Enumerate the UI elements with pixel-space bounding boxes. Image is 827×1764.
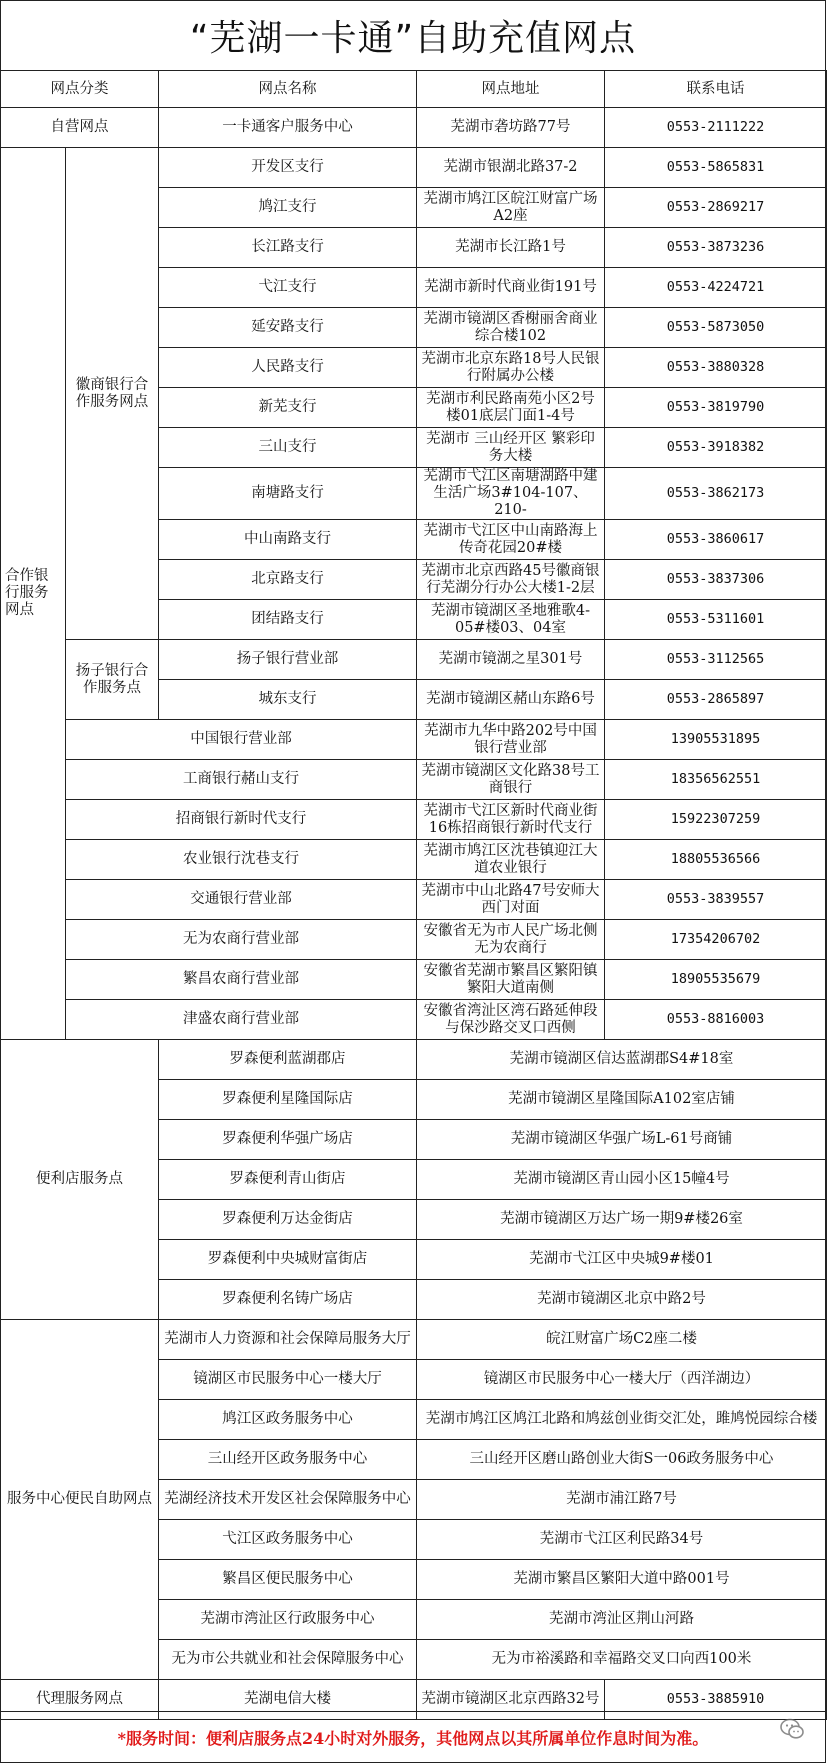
outlet-name: 交通银行营业部: [66, 880, 417, 920]
outlet-name: 开发区支行: [159, 148, 417, 188]
outlet-address: 芜湖市砻坊路77号: [417, 108, 605, 148]
table-row: [1, 800, 827, 840]
outlet-name: 人民路支行: [159, 348, 417, 388]
outlet-name: 鸠江区政务服务中心: [159, 1400, 417, 1440]
outlet-name: 芜湖市湾沚区行政服务中心: [159, 1600, 417, 1640]
table-row: [1, 760, 827, 800]
outlet-name: 一卡通客户服务中心: [159, 108, 417, 148]
outlet-phone: 0553-3918382: [605, 428, 827, 468]
outlet-name: 长江路支行: [159, 228, 417, 268]
outlet-name: 中国银行营业部: [66, 720, 417, 760]
page-title: “芜湖一卡通”自助充值网点: [0, 0, 826, 71]
category-convenience: 便利店服务点: [1, 1040, 159, 1320]
subcategory-huishang: 徽商银行合作服务网点: [66, 148, 159, 640]
outlet-phone: 0553-3112565: [605, 640, 827, 680]
outlet-phone: 0553-3837306: [605, 560, 827, 600]
header-phone: 联系电话: [605, 71, 827, 108]
outlet-address: 芜湖市镜湖区信达蓝湖郡S4#18室: [417, 1040, 827, 1080]
outlet-phone: 15922307259: [605, 800, 827, 840]
outlet-name: 南塘路支行: [159, 468, 417, 520]
outlet-address: 安徽省湾沚区湾石路延伸段与保沙路交叉口西侧: [417, 1000, 605, 1040]
outlet-address: 三山经开区磨山路创业大街S一06政务服务中心: [417, 1440, 827, 1480]
outlet-name: 农业银行沈巷支行: [66, 840, 417, 880]
table-row: [1, 640, 827, 680]
outlet-address: 芜湖市镜湖区青山园小区15幢4号: [417, 1160, 827, 1200]
outlet-name: 无为农商行营业部: [66, 920, 417, 960]
outlet-phone: 18805536566: [605, 840, 827, 880]
outlet-address: 芜湖市银湖北路37-2: [417, 148, 605, 188]
table-row: [1, 148, 827, 188]
category-service-center: 服务中心便民自助网点: [1, 1320, 159, 1680]
outlet-name: 津盛农商行营业部: [66, 1000, 417, 1040]
outlet-address: 芜湖市镜湖区圣地雅歌4-05#楼03、04室: [417, 600, 605, 640]
table-row: [1, 720, 827, 760]
table-row: [1, 1320, 827, 1360]
outlet-name: 罗森便利万达金街店: [159, 1200, 417, 1240]
outlet-name: 鸠江支行: [159, 188, 417, 228]
outlet-address: 无为市裕溪路和幸福路交叉口向西100米: [417, 1640, 827, 1680]
outlet-phone: 0553-5873050: [605, 308, 827, 348]
outlet-address: 芜湖市弋江区新时代商业街16栋招商银行新时代支行: [417, 800, 605, 840]
outlet-name: 弋江支行: [159, 268, 417, 308]
outlet-address: 芜湖市繁昌区繁阳大道中路001号: [417, 1560, 827, 1600]
outlet-address: 芜湖市镜湖区文化路38号工商银行: [417, 760, 605, 800]
outlet-phone: 0553-2869217: [605, 188, 827, 228]
outlet-phone: 17354206702: [605, 920, 827, 960]
outlet-name: 中山南路支行: [159, 520, 417, 560]
outlet-phone: 0553-5865831: [605, 148, 827, 188]
table-row: [1, 880, 827, 920]
table-row: [1, 960, 827, 1000]
outlet-address: 芜湖市镜湖区星隆国际A102室店铺: [417, 1080, 827, 1120]
wechat-icon: [779, 1716, 805, 1742]
outlet-name: 罗森便利星隆国际店: [159, 1080, 417, 1120]
table-row: [1, 840, 827, 880]
table-row: [1, 1000, 827, 1040]
outlet-phone: 0553-3819790: [605, 388, 827, 428]
outlet-address: 芜湖市北京西路45号徽商银行芜湖分行办公大楼1-2层: [417, 560, 605, 600]
outlet-address: 芜湖市镜湖区万达广场一期9#楼26室: [417, 1200, 827, 1240]
category-agent: 代理服务网点: [1, 1680, 159, 1720]
outlet-name: 镜湖区市民服务中心一楼大厅: [159, 1360, 417, 1400]
outlet-address: 芜湖市 三山经开区 繁彩印务大楼: [417, 428, 605, 468]
outlet-address: 芜湖市弋江区南塘湖路中建生活广场3#104-107、210-: [417, 468, 605, 520]
outlet-phone: 13905531895: [605, 720, 827, 760]
outlet-phone: 0553-3860617: [605, 520, 827, 560]
outlet-address: 芜湖市镜湖区北京西路32号: [417, 1680, 605, 1720]
table-row: [1, 920, 827, 960]
outlet-phone: 0553-3873236: [605, 228, 827, 268]
outlet-name: 扬子银行营业部: [159, 640, 417, 680]
outlet-phone: 0553-2111222: [605, 108, 827, 148]
outlet-address: 芜湖市镜湖区赭山东路6号: [417, 680, 605, 720]
outlet-name: 芜湖经济技术开发区社会保障服务中心: [159, 1480, 417, 1520]
outlet-name: 弋江区政务服务中心: [159, 1520, 417, 1560]
outlet-phone: 18905535679: [605, 960, 827, 1000]
outlet-phone: 18356562551: [605, 760, 827, 800]
outlet-address: 芜湖市长江路1号: [417, 228, 605, 268]
outlet-address: 芜湖市湾沚区荆山河路: [417, 1600, 827, 1640]
table-row: [1, 1040, 827, 1080]
outlet-name: 招商银行新时代支行: [66, 800, 417, 840]
outlet-phone: 0553-3880328: [605, 348, 827, 388]
outlet-name: 罗森便利名铸广场店: [159, 1280, 417, 1320]
outlet-address: 芜湖市镜湖区华强广场L-61号商铺: [417, 1120, 827, 1160]
outlet-address: 芜湖市利民路南苑小区2号楼01底层门面1-4号: [417, 388, 605, 428]
outlet-address: 镜湖区市民服务中心一楼大厅（西洋湖边）: [417, 1360, 827, 1400]
header-category: 网点分类: [1, 71, 159, 108]
outlet-name: 芜湖电信大楼: [159, 1680, 417, 1720]
outlet-name: 三山经开区政务服务中心: [159, 1440, 417, 1480]
outlet-phone: 0553-3862173: [605, 468, 827, 520]
outlet-phone: 0553-3839557: [605, 880, 827, 920]
outlet-name: 工商银行赭山支行: [66, 760, 417, 800]
outlet-address: 皖江财富广场C2座二楼: [417, 1320, 827, 1360]
outlet-phone: 0553-8816003: [605, 1000, 827, 1040]
outlet-address: 芜湖市中山北路47号安师大西门对面: [417, 880, 605, 920]
outlet-address: 芜湖市九华中路202号中国银行营业部: [417, 720, 605, 760]
outlet-name: 罗森便利青山街店: [159, 1160, 417, 1200]
service-time-note: *服务时间：便利店服务点24小时对外服务，其他网点以其所属单位作息时间为准。: [0, 1711, 826, 1763]
outlet-name: 北京路支行: [159, 560, 417, 600]
header-name: 网点名称: [159, 71, 417, 108]
header-address: 网点地址: [417, 71, 605, 108]
outlet-name: 繁昌农商行营业部: [66, 960, 417, 1000]
category-self-run: 自营网点: [1, 108, 159, 148]
outlet-name: 罗森便利华强广场店: [159, 1120, 417, 1160]
outlet-address: 芜湖市镜湖区北京中路2号: [417, 1280, 827, 1320]
outlet-name: 罗森便利中央城财富街店: [159, 1240, 417, 1280]
outlet-name: 城东支行: [159, 680, 417, 720]
category-coop-bank: 合作银行服务网点: [1, 148, 66, 1040]
outlet-phone: 0553-3885910: [605, 1680, 827, 1720]
outlet-name: 芜湖市人力资源和社会保障局服务大厅: [159, 1320, 417, 1360]
outlet-name: 新芜支行: [159, 388, 417, 428]
outlet-name: 无为市公共就业和社会保障服务中心: [159, 1640, 417, 1680]
outlet-address: 芜湖市镜湖之星301号: [417, 640, 605, 680]
outlet-address: 芜湖市鸠江区沈巷镇迎江大道农业银行: [417, 840, 605, 880]
outlet-address: 芜湖市鸠江区皖江财富广场A2座: [417, 188, 605, 228]
outlet-name: 延安路支行: [159, 308, 417, 348]
outlet-address: 芜湖市浦江路7号: [417, 1480, 827, 1520]
outlet-table: [0, 70, 827, 1720]
outlet-name: 罗森便利蓝湖郡店: [159, 1040, 417, 1080]
outlet-phone: 0553-2865897: [605, 680, 827, 720]
outlet-address: 安徽省芜湖市繁昌区繁阳镇繁阳大道南侧: [417, 960, 605, 1000]
outlet-address: 芜湖市弋江区中山南路海上传奇花园20#楼: [417, 520, 605, 560]
outlet-name: 团结路支行: [159, 600, 417, 640]
outlet-address: 芜湖市北京东路18号人民银行附属办公楼: [417, 348, 605, 388]
outlet-address: 芜湖市弋江区利民路34号: [417, 1520, 827, 1560]
outlet-address: 芜湖市镜湖区香榭丽舍商业综合楼102: [417, 308, 605, 348]
subcategory-yangzi: 扬子银行合作服务点: [66, 640, 159, 720]
outlet-address: 安徽省无为市人民广场北侧无为农商行: [417, 920, 605, 960]
outlet-phone: 0553-4224721: [605, 268, 827, 308]
outlet-name: 繁昌区便民服务中心: [159, 1560, 417, 1600]
outlet-address: 芜湖市弋江区中央城9#楼01: [417, 1240, 827, 1280]
outlet-address: 芜湖市鸠江区鸠江北路和鸠兹创业街交汇处，雎鸠悦园综合楼: [417, 1400, 827, 1440]
outlet-address: 芜湖市新时代商业街191号: [417, 268, 605, 308]
outlet-phone: 0553-5311601: [605, 600, 827, 640]
header-row: [1, 71, 827, 108]
self-run-row: [1, 108, 827, 148]
outlet-name: 三山支行: [159, 428, 417, 468]
watermark: [779, 1716, 805, 1742]
